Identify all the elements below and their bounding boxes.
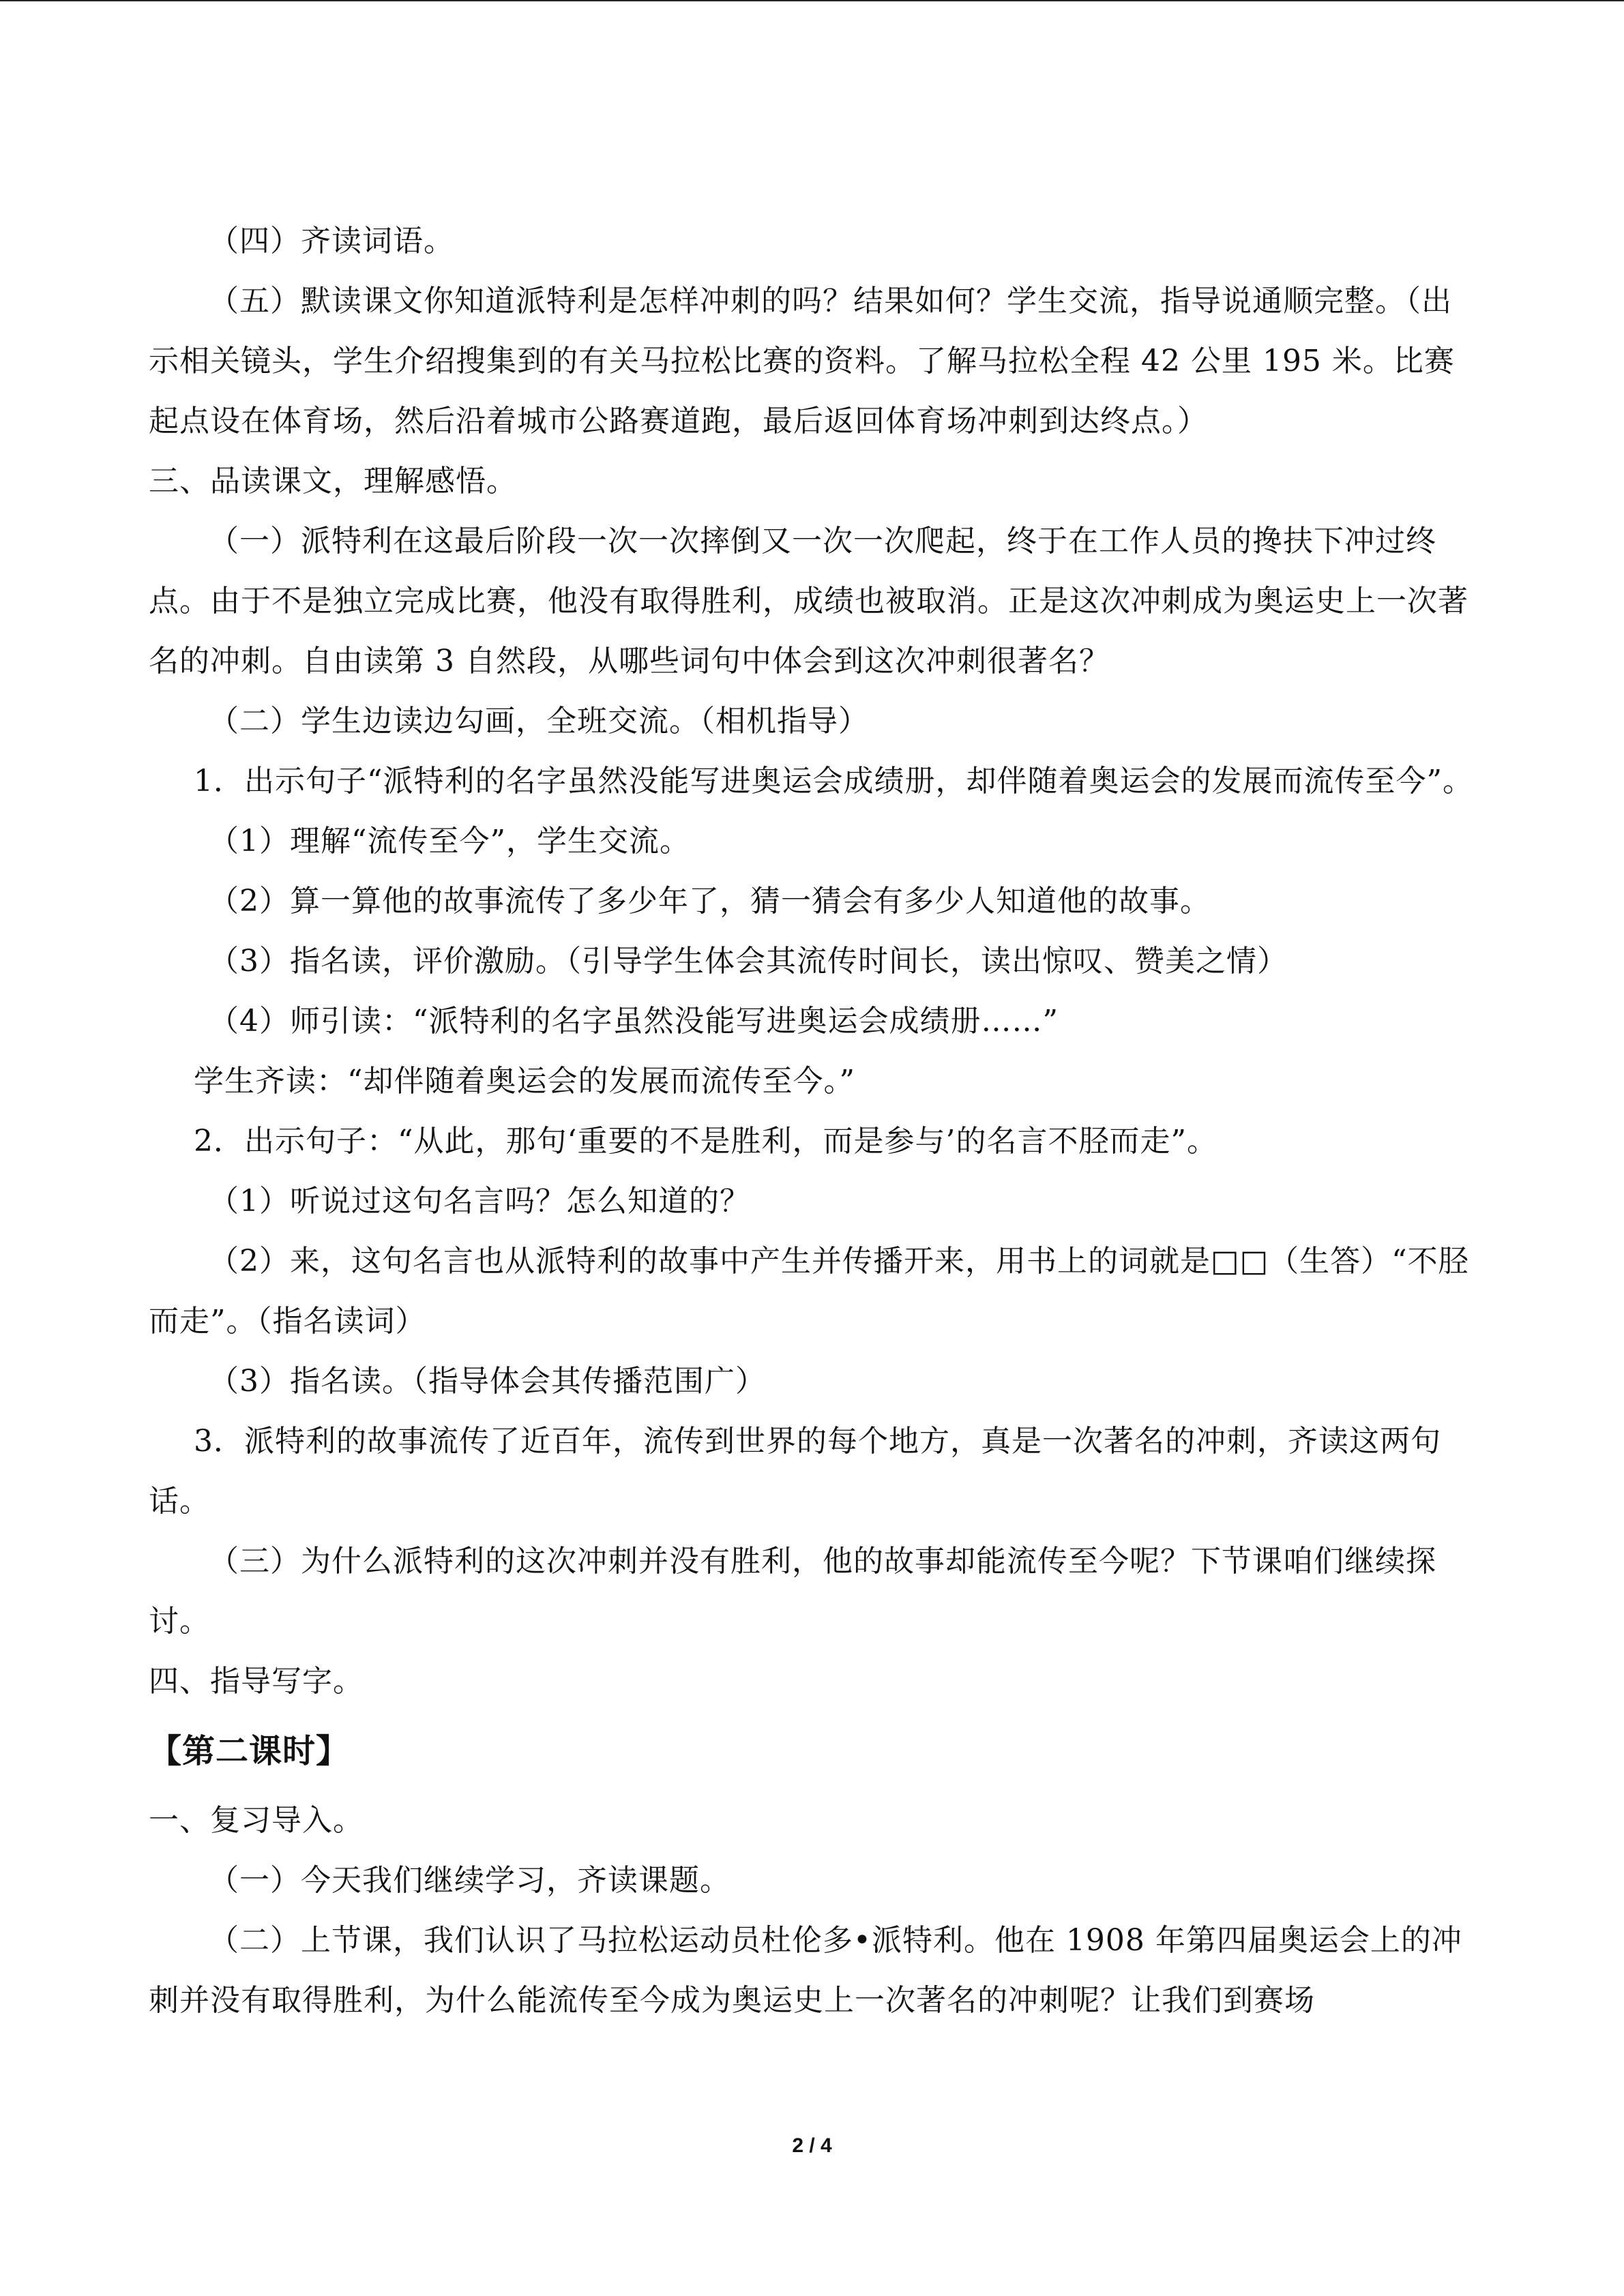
paragraph: （3）指名读。（指导体会其传播范围广） [209,1364,766,1399]
paragraph: （4）师引读：“派特利的名字虽然没能写进奥运会成绩册……” [209,1004,1059,1039]
document-body [149,211,1480,2031]
paragraph: 学生齐读：“却伴随着奥运会的发展而流传至今。” [194,1064,855,1099]
paragraph: （一）派特利在这最后阶段一次一次摔倒又一次一次爬起，终于在工作人员的搀扶下冲过终点。由于不是独立完成比赛，他没有取得胜利，成绩也被取消。正是这次冲刺成为奥运史上一次著名的冲刺。自由读第 3 自然段，从哪些词句中体会到这次冲刺很著名？ [149,524,1468,679]
paragraph: （一）今天我们继续学习，齐读课题。 [209,1863,730,1898]
section-heading: 一、复习导入。 [149,1803,364,1838]
paragraph: （2）来，这句名言也从派特利的故事中产生并传播开来，用书上的词就是□□（生答）“不胫而走”。（指名读词） [149,1244,1469,1339]
paragraph: （1）理解“流传至今”，学生交流。 [209,824,690,859]
paragraph: （四）齐读词语。 [209,224,454,258]
paragraph: （五）默读课文你知道派特利是怎样冲刺的吗？结果如何？学生交流，指导说通顺完整。（出示相关镜头，学生介绍搜集到的有关马拉松比赛的资料。了解马拉松全程 42 公里 195 米。比赛起点设在体育场，然后沿着城市公路赛道跑，最后返回体育场冲刺到达终点。） [149,284,1455,438]
paragraph: （3）指名读，评价激励。（引导学生体会其流传时间长，读出惊叹、赞美之情） [209,944,1288,979]
paragraph: （三）为什么派特利的这次冲刺并没有胜利，他的故事却能流传至今呢？下节课咱们继续探讨。 [149,1544,1436,1639]
paragraph: 3．派特利的故事流传了近百年，流传到世界的每个地方，真是一次著名的冲刺，齐读这两句话。 [149,1424,1441,1519]
paragraph: 1．出示句子“派特利的名字虽然没能写进奥运会成绩册，却伴随着奥运会的发展而流传至今”。 [194,764,1473,799]
section-heading: 四、指导写字。 [149,1664,364,1699]
paragraph: （二）上节课，我们认识了马拉松运动员杜伦多•派特利。他在 1908 年第四届奥运会上的冲刺并没有取得胜利，为什么能流传至今成为奥运史上一次著名的冲刺呢？让我们到赛场 [149,1923,1462,2018]
lesson-heading: 【第二课时】 [149,1732,350,1770]
paragraph: （二）学生边读边勾画，全班交流。（相机指导） [209,704,869,739]
paragraph: 2．出示句子：“从此，那句‘重要的不是胜利，而是参与’的名言不胫而走”。 [194,1124,1217,1159]
paragraph: （1）听说过这句名言吗？怎么知道的？ [209,1184,750,1219]
paragraph: （2）算一算他的故事流传了多少年了，猜一猜会有多少人知道他的故事。 [209,884,1211,919]
page-number: 2 / 4 [792,2134,832,2157]
section-heading: 三、品读课文，理解感悟。 [149,464,517,498]
